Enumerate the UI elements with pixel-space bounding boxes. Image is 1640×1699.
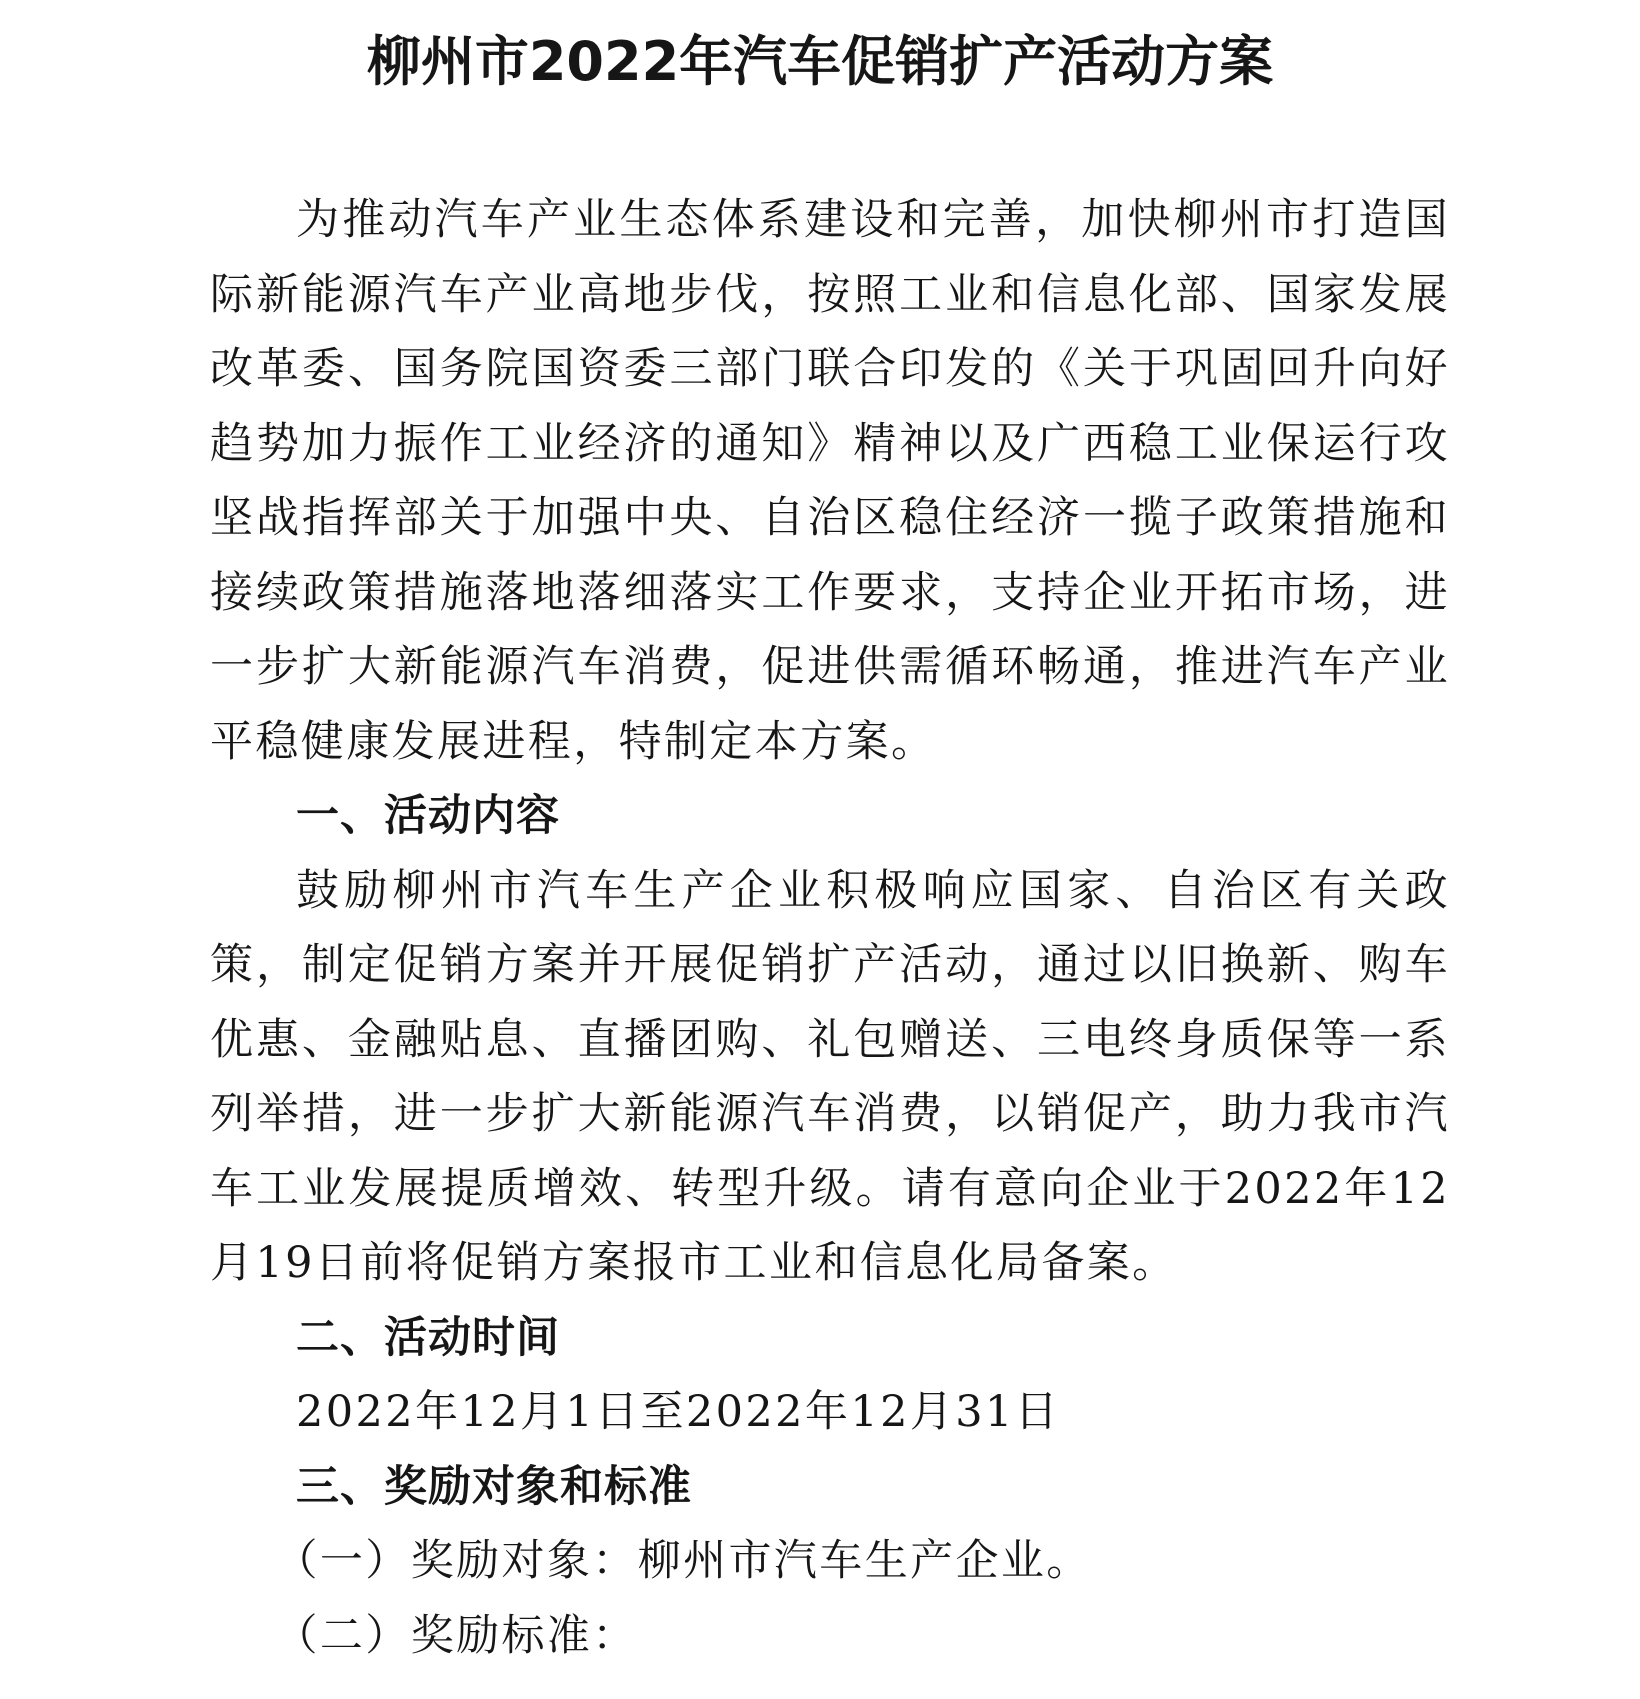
intro-paragraph: 为推动汽车产业生态体系建设和完善，加快柳州市打造国际新能源汽车产业高地步伐，按照工业和信息化部、国家发展改革委、国务院国资委三部门联合印发的《关于巩固回升向好趋势加力振作工业经济的通知》精神以及广西稳工业保运行攻坚战指挥部关于加强中央、自治区稳住经济一揽子政策措施和接续政策措施落地落细落实工作要求，支持企业开拓市场，进一步扩大新能源汽车消费，促进供需循环畅通，推进汽车产业平稳健康发展进程，特制定本方案。 xyxy=(210,195,1450,767)
section-1-paragraph: 鼓励柳州市汽车生产企业积极响应国家、自治区有关政策，制定促销方案并开展促销扩产活动，通过以旧换新、购车优惠、金融贴息、直播团购、礼包赠送、三电终身质保等一系列举措，进一步扩大新能源汽车消费，以销促产，助力我市汽车工业发展提质增效、转型升级。请有意向企业于2022年12月19日前将促销方案报市工业和信息化局备案。 xyxy=(210,865,1450,1288)
section-2-paragraph: 2022年12月1日至2022年12月31日 xyxy=(296,1387,1061,1437)
document-title: 柳州市2022年汽车促销扩产活动方案 xyxy=(366,30,1274,93)
document-body xyxy=(210,183,1450,1673)
section-3-heading: 三、奖励对象和标准 xyxy=(296,1461,692,1512)
section-1-heading: 一、活动内容 xyxy=(296,791,560,841)
section-3-item-2: （二）奖励标准： xyxy=(274,1610,638,1661)
section-3-item-1: （一）奖励对象：柳州市汽车生产企业。 xyxy=(274,1536,1092,1586)
section-2-heading: 二、活动时间 xyxy=(296,1312,560,1363)
